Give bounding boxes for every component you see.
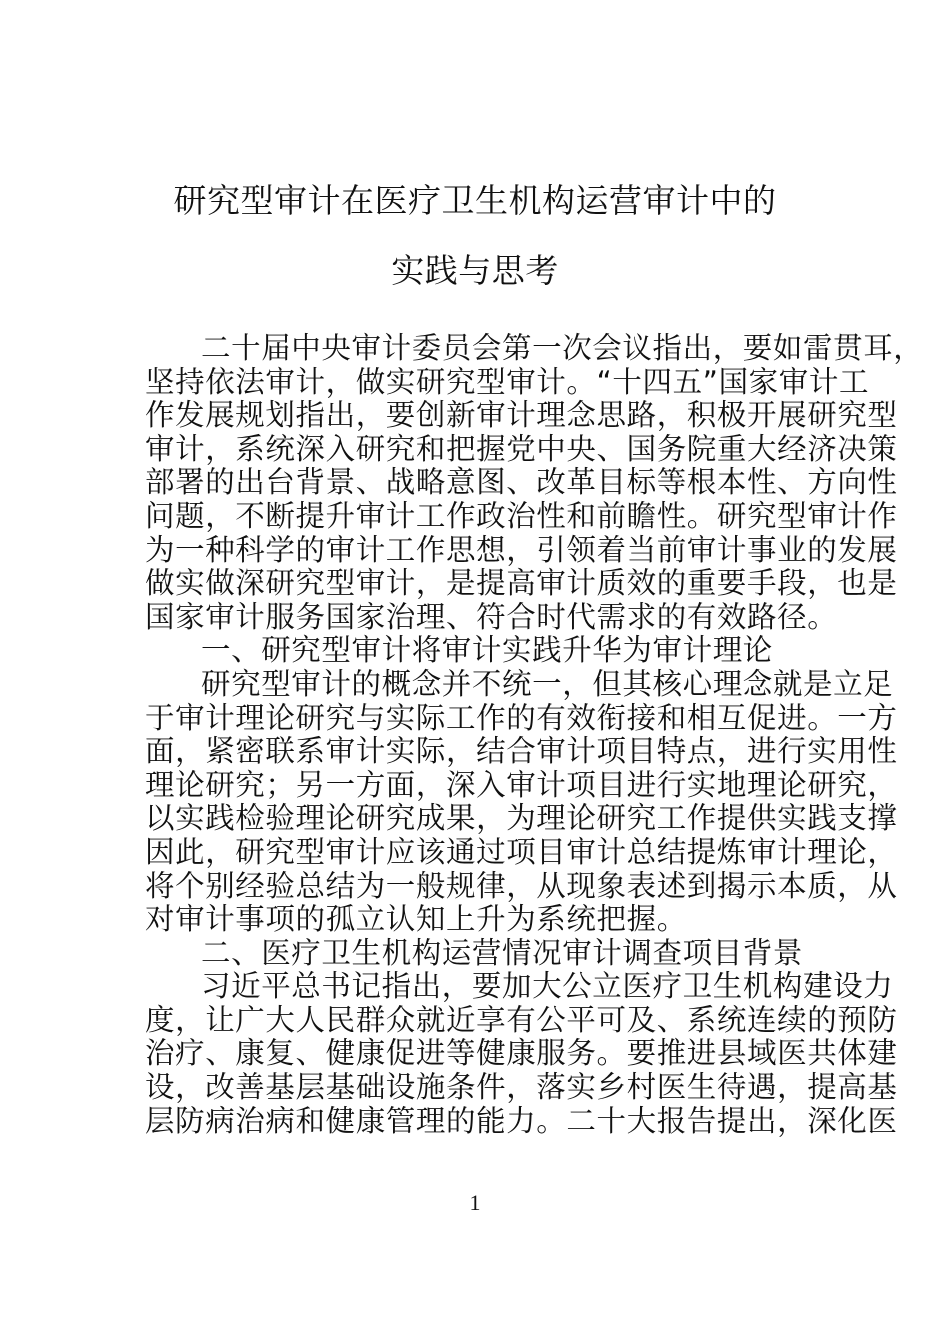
paragraph-line: 问题，不断提升审计工作政治性和前瞻性。研究型审计作 bbox=[145, 498, 898, 533]
paragraph-line: 度，让广大人民群众就近享有公平可及、系统连续的预防 bbox=[145, 1002, 898, 1037]
paragraph-line: 审计，系统深入研究和把握党中央、国务院重大经济决策 bbox=[145, 431, 898, 466]
paragraph-line: 面，紧密联系审计实际，结合审计项目特点，进行实用性 bbox=[145, 734, 898, 769]
paragraph-line: 坚持依法审计，做实研究型审计。“十四五”国家审计工 bbox=[145, 364, 870, 399]
paragraph-line: 部署的出台背景、战略意图、改革目标等根本性、方向性 bbox=[145, 465, 898, 500]
paragraph-line: 做实做深研究型审计，是提高审计质效的重要手段，也是 bbox=[145, 566, 898, 601]
paragraph-line: 因此，研究型审计应该通过项目审计总结提炼审计理论， bbox=[145, 834, 898, 869]
paragraph-line: 习近平总书记指出，要加大公立医疗卫生机构建设力 bbox=[201, 969, 894, 1004]
page-number: 1 bbox=[469, 1190, 481, 1215]
document-title-line-1: 研究型审计在医疗卫生机构运营审计中的 bbox=[173, 181, 777, 220]
paragraph-line: 治疗、康复、健康促进等健康服务。要推进县域医共体建 bbox=[145, 1036, 898, 1071]
paragraph-line: 作发展规划指出，要创新审计理念思路，积极开展研究型 bbox=[145, 398, 898, 433]
paragraph-line: 设，改善基层基础设施条件，落实乡村医生待遇，提高基 bbox=[145, 1070, 898, 1105]
paragraph-line: 为一种科学的审计工作思想，引领着当前审计事业的发展 bbox=[145, 532, 898, 567]
paragraph-line: 国家审计服务国家治理、符合时代需求的有效路径。 bbox=[145, 599, 838, 634]
paragraph-line: 以实践检验理论研究成果，为理论研究工作提供实践支撑 bbox=[145, 801, 898, 836]
document-title-line-2: 实践与思考 bbox=[391, 251, 559, 290]
paragraph-line: 于审计理论研究与实际工作的有效衔接和相互促进。一方 bbox=[145, 700, 898, 735]
document-body bbox=[145, 331, 924, 1138]
heading-text: 二、医疗卫生机构运营情况审计调查项目背景 bbox=[201, 935, 804, 970]
paragraph-line: 将个别经验总结为一般规律，从现象表述到揭示本质，从 bbox=[145, 868, 898, 903]
section-heading bbox=[145, 937, 835, 971]
paragraph bbox=[145, 331, 924, 634]
paragraph-line: 研究型审计的概念并不统一，但其核心理念就是立足 bbox=[201, 666, 894, 701]
paragraph-line: 二十届中央审计委员会第一次会议指出，要如雷贯耳， bbox=[201, 331, 924, 365]
section-heading bbox=[145, 634, 835, 668]
paragraph bbox=[145, 969, 898, 1138]
paragraph-line: 对审计事项的孤立认知上升为系统把握。 bbox=[145, 902, 687, 937]
paragraph-line: 层防病治病和健康管理的能力。二十大报告提出，深化医 bbox=[145, 1103, 898, 1138]
paragraph bbox=[145, 666, 898, 937]
heading-text: 一、研究型审计将审计实践升华为审计理论 bbox=[201, 633, 773, 668]
paragraph-line: 理论研究；另一方面，深入审计项目进行实地理论研究， bbox=[145, 767, 898, 802]
